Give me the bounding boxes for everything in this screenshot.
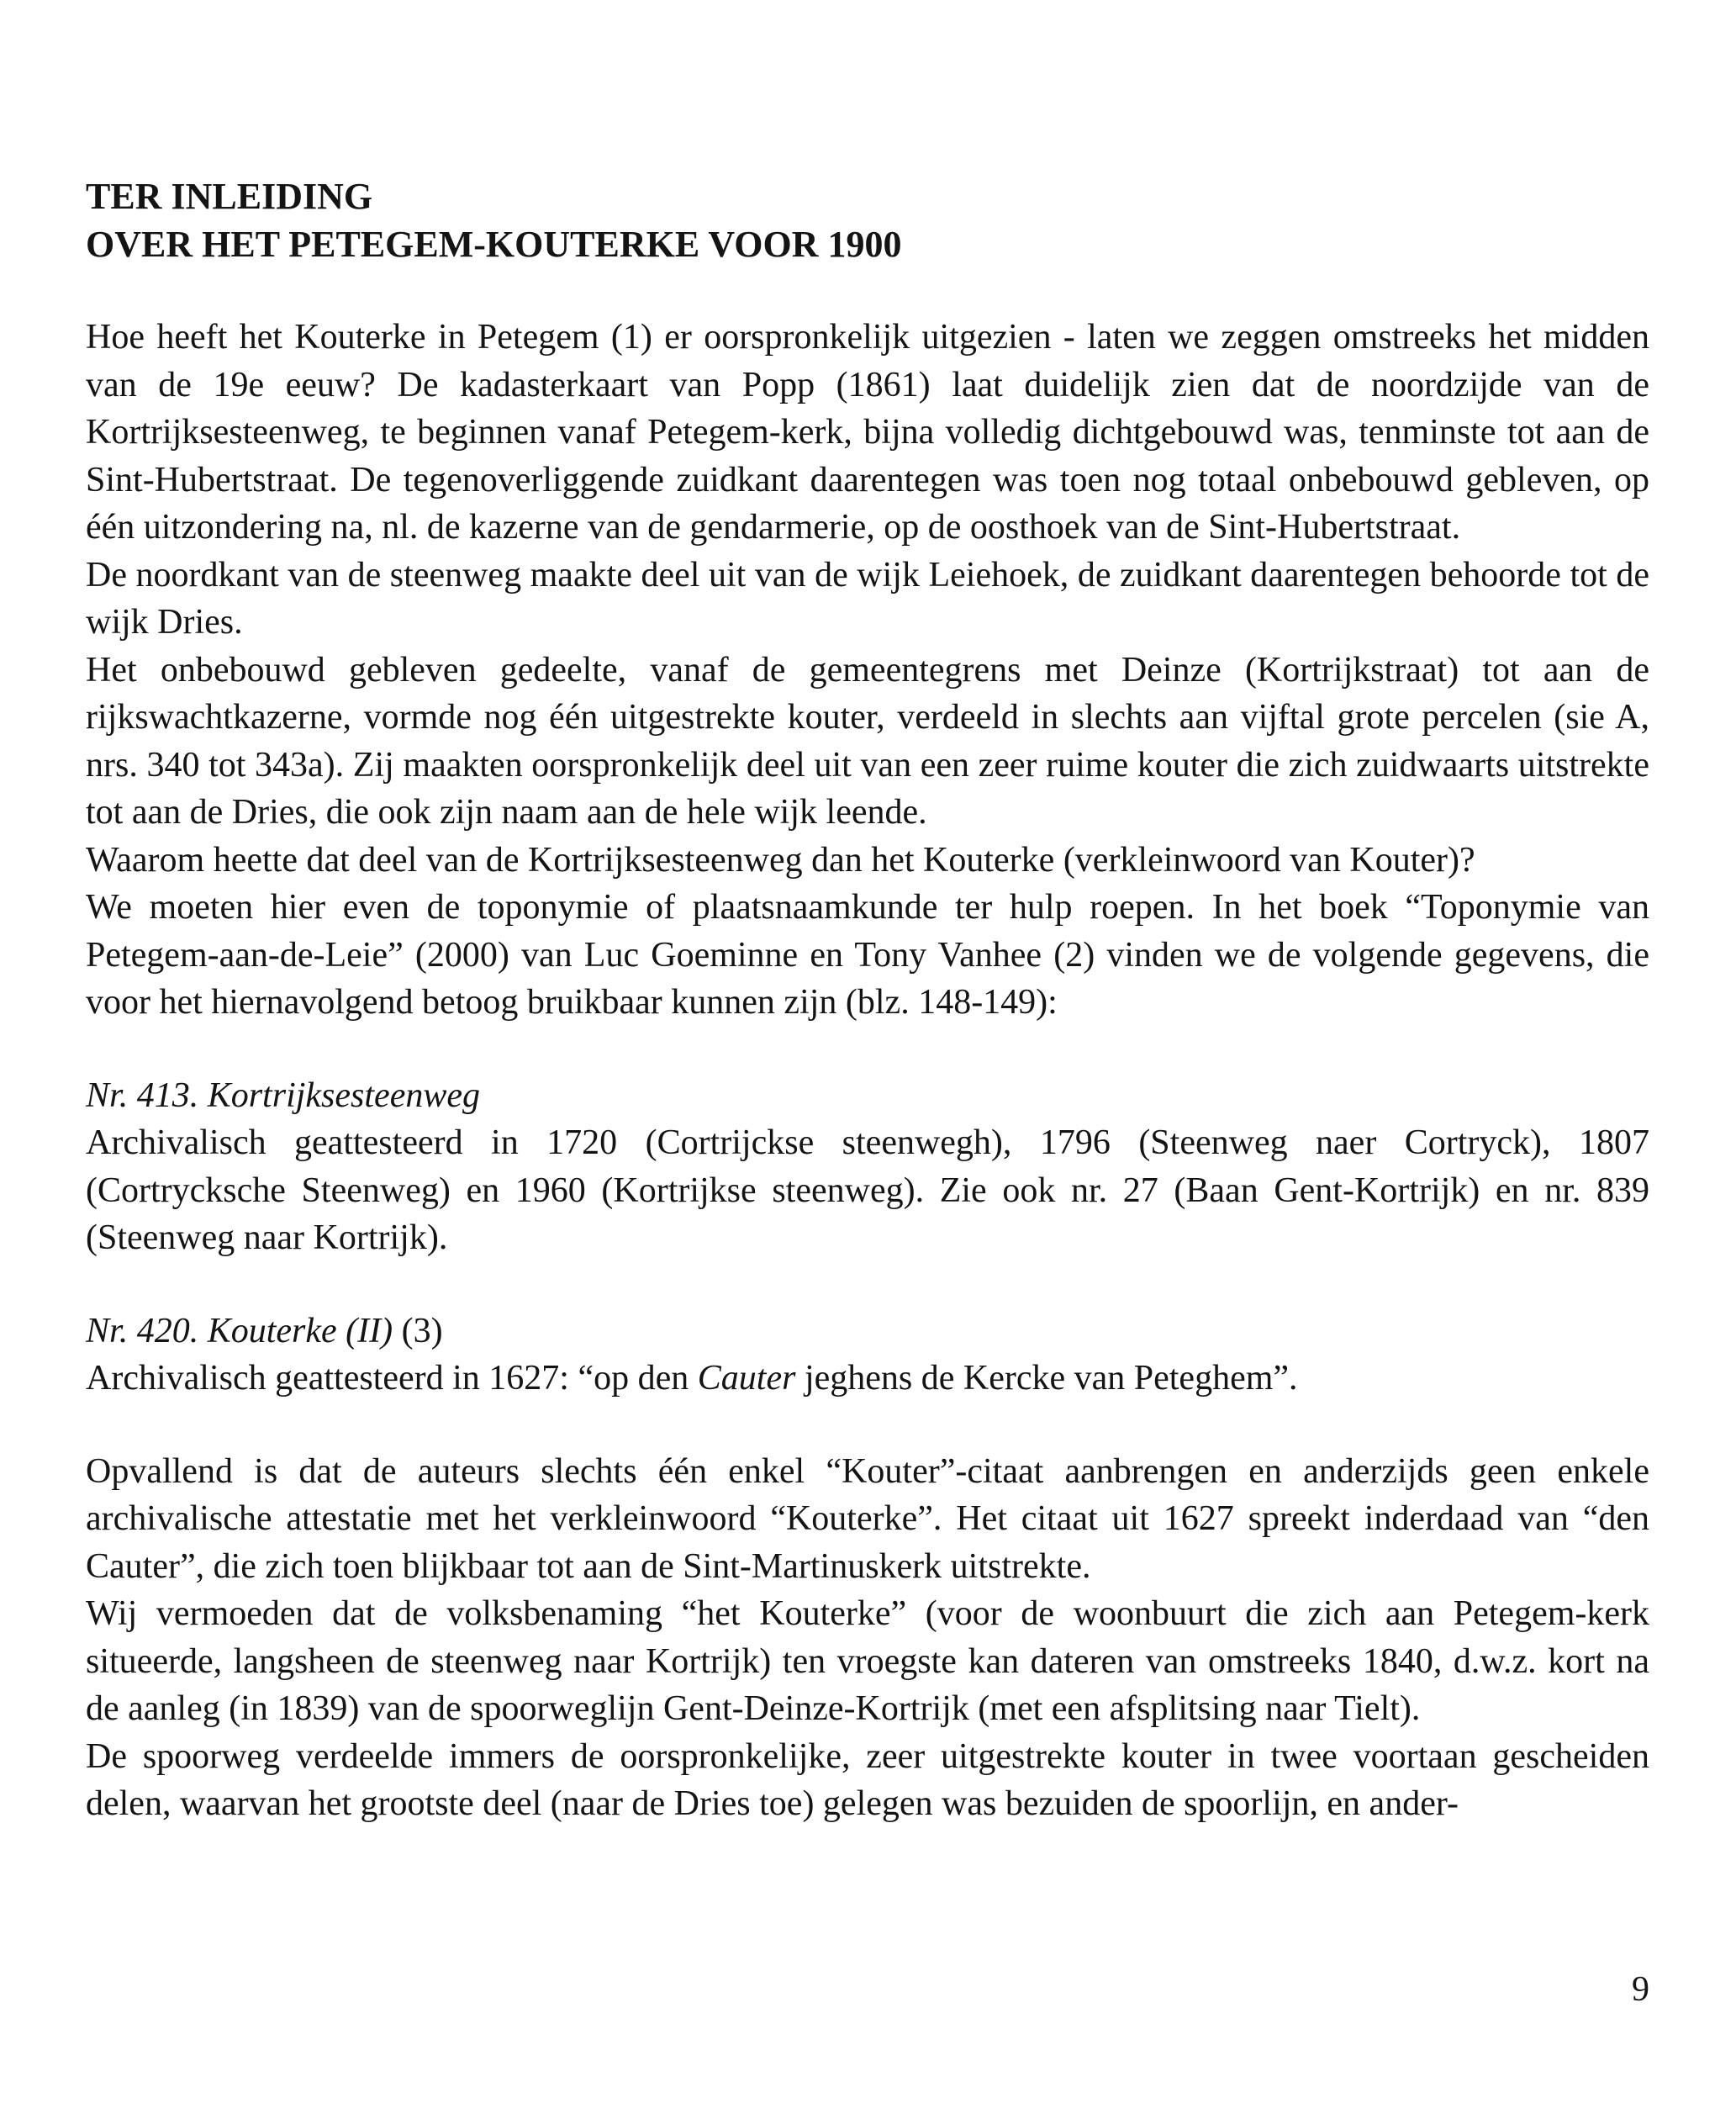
heading-line-2: OVER HET PETEGEM-KOUTERKE VOOR 1900 bbox=[86, 224, 902, 265]
closing-paragraph-2: Wij vermoeden dat de volksbenaming “het Kouterke” (voor de woonbuurt die zich aan Petegem-kerk situeerde, langsheen de steenweg naar Kortrijk) ten vroegste kan dateren van omstreeks 1840, d.w.z. kort na de aanleg (in 1839) van de spoorweglijn Gent-Deinze-Kortrijk (met een afsplitsing naar Tielt). bbox=[86, 1594, 1649, 1728]
entry-420-title: Nr. 420. Kouterke (II) bbox=[86, 1311, 393, 1350]
page-number: 9 bbox=[1632, 1970, 1649, 2009]
intro-paragraph-3: Het onbebouwd gebleven gedeelte, vanaf de gemeentegrens met Deinze (Kortrijkstraat) tot aan de rijkswachtkazerne, vormde nog één uitgestrekte kouter, verdeeld in slechts aan vijftal grote percelen (sie A, nrs. 340 tot 343a). Zij maakten oorspronkelijk deel uit van een zeer ruime kouter die zich zuidwaarts uitstrekte tot aan de Dries, die ook zijn naam aan de hele wijk leende. bbox=[86, 650, 1649, 832]
intro-paragraph-2: De noordkant van de steenweg maakte deel uit van de wijk Leiehoek, de zuidkant daarentegen behoorde tot de wijk Dries. bbox=[86, 555, 1649, 642]
heading-line-1: TER INLEIDING bbox=[86, 176, 373, 217]
closing-paragraph-3: De spoorweg verdeelde immers de oorspronkelijke, zeer uitgestrekte kouter in twee voortaan gescheiden delen, waarvan het grootste deel (naar de Dries toe) gelegen was bezuiden de spoorlijn, en ander- bbox=[86, 1736, 1649, 1823]
entry-413-title: Nr. 413. Kortrijksesteenweg bbox=[86, 1075, 480, 1115]
closing-paragraph-1: Opvallend is dat de auteurs slechts één enkel “Kouter”-citaat aanbrengen en anderzijds geen enkele archivalische attestatie met het verkleinwoord “Kouterke”. Het citaat uit 1627 spreekt inderdaad van “den Cauter”, die zich toen blijkbaar tot aan de Sint-Martinuskerk uitstrekte. bbox=[86, 1451, 1649, 1586]
text-column bbox=[86, 172, 1649, 1828]
intro-paragraph-1: Hoe heeft het Kouterke in Petegem (1) er oorspronkelijk uitgezien - laten we zeggen omstreeks het midden van de 19e eeuw? De kadasterkaart van Popp (1861) laat duidelijk zien dat de noordzijde van de Kortrijksesteenweg, te beginnen vanaf Petegem-kerk, bijna volledig dichtgebouwd was, tenminste tot aan de Sint-Hubertstraat. De tegenoverliggende zuidkant daarentegen was toen nog totaal onbebouwd gebleven, op één uitzondering na, nl. de kazerne van de gendarmerie, op de oosthoek van de Sint-Hubertstraat. bbox=[86, 318, 1649, 547]
entry-413-body: Archivalisch geattesteerd in 1720 (Cortrijckse steenwegh), 1796 (Steenweg naer Cortryck), 1807 (Cortrycksche Steenweg) en 1960 (Kortrijkse steenweg). Zie ook nr. 27 (Baan Gent-Kortrijk) en nr. 839 (Steenweg naar Kortrijk). bbox=[86, 1123, 1649, 1257]
spacer bbox=[86, 1403, 1649, 1448]
entry-420-body-start: Archivalisch geattesteerd in 1627: “op den bbox=[86, 1359, 698, 1398]
entry-420-body-end: jeghens de Kercke van Peteghem”. bbox=[795, 1359, 1298, 1398]
intro-paragraph-4: Waarom heette dat deel van de Kortrijksesteenweg dan het Kouterke (verkleinwoord van Kouter)? bbox=[86, 840, 1475, 880]
entry-420-title-line bbox=[86, 1308, 1649, 1355]
entry-420-body bbox=[86, 1355, 1649, 1403]
spacer bbox=[86, 1262, 1649, 1308]
spacer bbox=[86, 268, 1649, 314]
spacer bbox=[86, 1027, 1649, 1072]
entry-420-body-italic: Cauter bbox=[697, 1359, 796, 1398]
intro-paragraph-5: We moeten hier even de toponymie of plaatsnaamkunde ter hulp roepen. In het boek “Toponymie van Petegem-aan-de-Leie” (2000) van Luc Goeminne en Tony Vanhee (2) vinden we de volgende gegevens, die voor het hiernavolgend betoog bruikbaar kunnen zijn (blz. 148-149): bbox=[86, 888, 1649, 1022]
footnote-reference: (3) bbox=[393, 1311, 443, 1350]
